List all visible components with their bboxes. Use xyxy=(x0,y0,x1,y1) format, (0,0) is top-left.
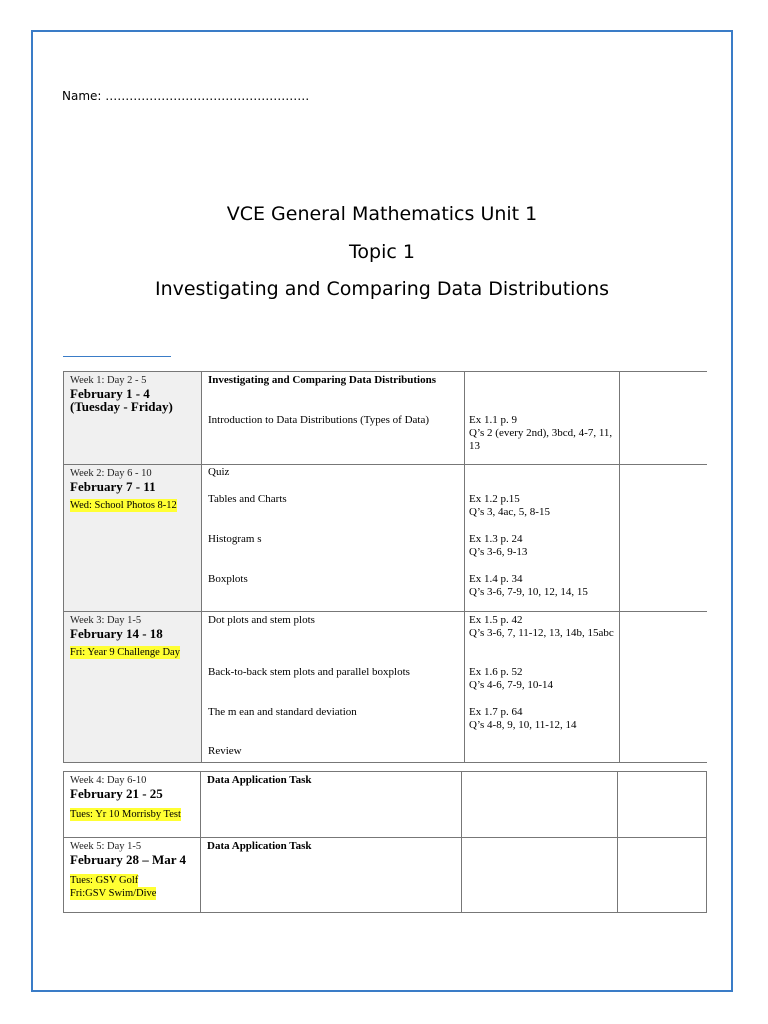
topic-cell xyxy=(202,612,465,763)
exercise-cell xyxy=(465,372,620,465)
blank-cell xyxy=(462,772,618,838)
week-cell xyxy=(64,612,202,763)
topic-entry: Boxplots xyxy=(208,573,248,585)
exercise-ref: Ex 1.4 p. 34 xyxy=(469,573,523,585)
table-row xyxy=(64,838,707,913)
week-dates: February 7 - 11 xyxy=(70,479,156,494)
week-cell xyxy=(64,838,201,913)
document-title: VCE General Mathematics Unit 1 xyxy=(226,203,538,225)
week-dates: February 1 - 4 (Tuesday - Friday) xyxy=(70,386,173,414)
exercise-questions: Q’s 3-6, 7-9, 10, 12, 14, 15 xyxy=(469,586,588,598)
topic-title: Investigating and Comparing Data Distributions xyxy=(208,374,436,386)
blue-rule xyxy=(63,356,171,357)
topic-cell xyxy=(202,465,465,612)
topic-cell xyxy=(202,372,465,465)
week-label: Week 5: Day 1-5 xyxy=(70,841,142,852)
week-dates: February 21 - 25 xyxy=(70,786,163,801)
exercise-questions: Q’s 3, 4ac, 5, 8-15 xyxy=(469,506,550,518)
blank-cell xyxy=(620,612,707,763)
task-title: Data Application Task xyxy=(207,774,312,786)
exercise-ref: Ex 1.5 p. 42 xyxy=(469,614,523,626)
blank-cell xyxy=(620,465,707,612)
week-label: Week 2: Day 6 - 10 xyxy=(70,468,152,479)
event-highlight: Tues: GSV Golf xyxy=(70,875,139,886)
table-row xyxy=(64,612,707,763)
topic-entry: Review xyxy=(208,745,242,757)
blank-cell xyxy=(620,372,707,465)
table-row xyxy=(64,772,707,838)
exercise-ref: Ex 1.2 p.15 xyxy=(469,493,520,505)
topic-entry: Quiz xyxy=(208,466,230,478)
week-dates: February 14 - 18 xyxy=(70,626,163,641)
week-cell xyxy=(64,772,201,838)
week-label: Week 1: Day 2 - 5 xyxy=(70,375,147,386)
event-highlight: Tues: Yr 10 Morrisby Test xyxy=(70,809,181,820)
exercise-questions: Q’s 4-8, 9, 10, 11-12, 14 xyxy=(469,719,577,731)
blank-cell xyxy=(618,838,707,913)
task-cell xyxy=(201,838,462,913)
topic-subtitle: Investigating and Comparing Data Distributions xyxy=(154,278,610,300)
exercise-questions: Q’s 4-6, 7-9, 10-14 xyxy=(469,679,554,691)
table-row xyxy=(64,465,707,612)
name-line: Name: …………………………………………… xyxy=(62,89,310,103)
exercise-questions: Q’s 2 (every 2nd), 3bcd, 4-7, 11, 13 xyxy=(469,427,613,452)
blank-cell xyxy=(618,772,707,838)
week-cell xyxy=(64,465,202,612)
topic-entry: Tables and Charts xyxy=(208,493,287,505)
blank-cell xyxy=(462,838,618,913)
week-cell xyxy=(64,372,202,465)
schedule-table-1 xyxy=(63,371,707,763)
event-highlight: Fri: Year 9 Challenge Day xyxy=(70,647,180,658)
exercise-ref: Ex 1.1 p. 9 xyxy=(469,414,517,426)
event-highlight: Fri:GSV Swim/Dive xyxy=(70,888,157,899)
exercise-ref: Ex 1.6 p. 52 xyxy=(469,666,523,678)
topic-entry: Dot plots and stem plots xyxy=(208,614,315,626)
task-cell xyxy=(201,772,462,838)
topic-entry: Back-to-back stem plots and parallel boxplots xyxy=(208,666,410,678)
task-title: Data Application Task xyxy=(207,840,312,852)
week-label: Week 3: Day 1-5 xyxy=(70,615,142,626)
exercise-ref: Ex 1.3 p. 24 xyxy=(469,533,523,545)
exercise-cell xyxy=(465,612,620,763)
week-label: Week 4: Day 6-10 xyxy=(70,775,147,786)
table-row xyxy=(64,372,707,465)
topic-entry: The m ean and standard deviation xyxy=(208,706,357,718)
topic-heading: Topic 1 xyxy=(349,241,415,263)
event-highlight: Wed: School Photos 8-12 xyxy=(70,500,177,511)
week-dates: February 28 – Mar 4 xyxy=(70,852,187,867)
exercise-cell xyxy=(465,465,620,612)
topic-entry: Histogram s xyxy=(208,533,262,545)
topic-entry: Introduction to Data Distributions (Types of Data) xyxy=(208,414,430,426)
exercise-questions: Q’s 3-6, 7, 11-12, 13, 14b, 15abc xyxy=(469,627,614,639)
exercise-questions: Q’s 3-6, 9-13 xyxy=(469,546,528,558)
schedule-table-2 xyxy=(63,771,707,913)
exercise-ref: Ex 1.7 p. 64 xyxy=(469,706,523,718)
